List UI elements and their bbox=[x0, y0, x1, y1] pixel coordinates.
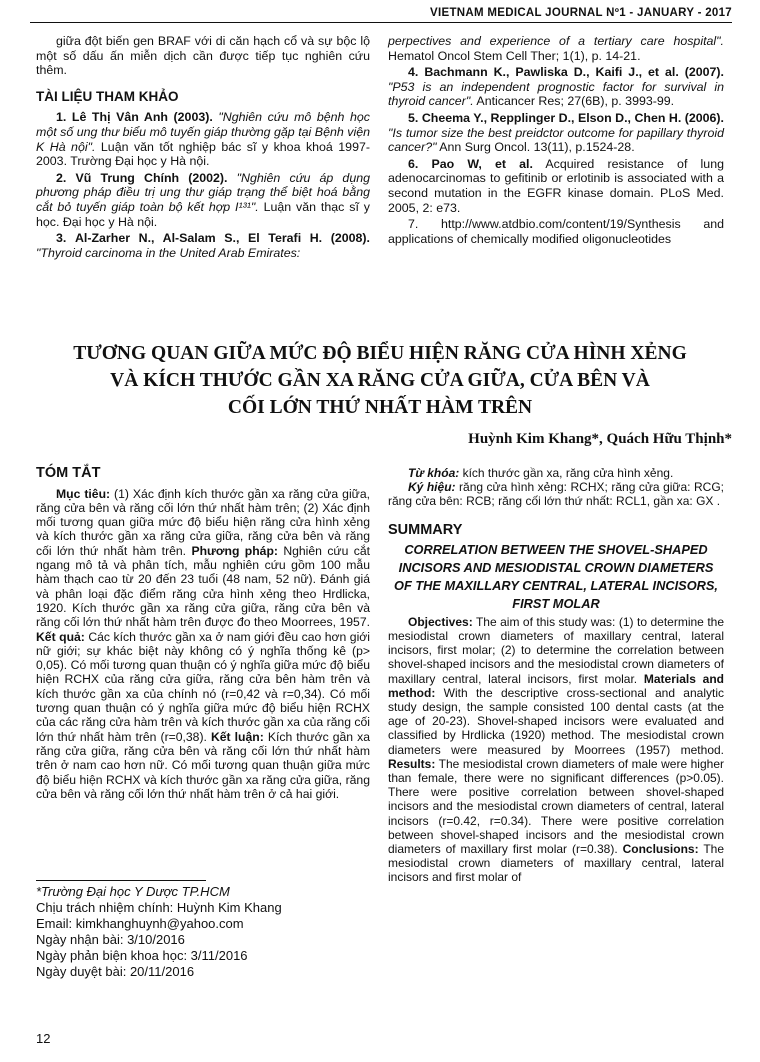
reference-continued bbox=[388, 34, 724, 63]
objective-label: Mục tiêu: bbox=[56, 486, 111, 501]
objectives-text: The aim of this study was: (1) to determine the mesiodistal crown diameters of maxillary central, lateral incisors, first molar; (2) to determine the correlation between shovel-shaped incisors and the mesiodistal crown diameters of maxillary central, lateral incisors, first molar. bbox=[388, 614, 724, 686]
objectives-label: Objectives: bbox=[408, 614, 473, 629]
ref-rest: http://www.atdbio.com/content/19/Synthesis and applications of chemically modified oligonucleotides bbox=[388, 217, 724, 246]
ref-title: "Nghiên cứu mô bệnh học một số ung thư biểu mô tuyến giáp thường gặp tại Bệnh viện K Hà nội". bbox=[36, 110, 370, 154]
ref-author: Al-Zarher N., Al-Salam S., El Terafi H. (2008). bbox=[74, 231, 370, 246]
reference-item bbox=[36, 171, 370, 229]
ref-num: 3. bbox=[56, 231, 67, 246]
reference-item bbox=[36, 231, 370, 260]
keywords-label: Từ khóa: bbox=[408, 466, 460, 480]
ref-author: Pao W, et al. bbox=[431, 156, 533, 171]
article-title-line: CỐI LỚN THỨ NHẤT HÀM TRÊN bbox=[227, 397, 533, 418]
ref-rest: Hematol Oncol Stem Cell Ther; 1(1), p. 14-21. bbox=[388, 48, 641, 63]
ref-rest: Acquired resistance of lung adenocarcinomas to gefitinib or erlotinib is associated with a second mutation in the EGFR kinase domain. PLoS Med. 2005, 2: e73. bbox=[388, 156, 724, 215]
ref-num: 7. bbox=[408, 217, 419, 232]
journal-header: VIETNAM MEDICAL JOURNAL Nº1 - JANUARY - 2017 bbox=[430, 7, 732, 19]
keywords-text: kích thước gần xa, răng cửa hình xẻng. bbox=[459, 466, 674, 480]
methods-text: With the descriptive cross-sectional and analytic study design, the sample consisted 100 dental casts (at the age of 20-23). Shovel-shaped incisors were evaluated and classified by Hrdlicka (1920) method. The mesiodistal crown diameters were measured by Moorrees (1957) method. bbox=[388, 685, 724, 757]
ref-author: Lê Thị Vân Anh (2003). bbox=[71, 110, 213, 125]
article-title-line: VÀ KÍCH THƯỚC GẦN XA RĂNG CỬA GIỮA, CỬA BÊN VÀ bbox=[110, 370, 650, 391]
summary-body bbox=[388, 615, 724, 885]
method-text: Nghiên cứu cắt ngang mô tả và phân tích, mẫu nghiên cứu gồm 100 mẫu hàm thạch cao từ 20 đến 23 tuổi (48 nam, 52 nữ). Đánh giá và phân loại đặc điểm răng cửa hình xẻng theo Hrdlicka, 1920. Kích thước gần xa răng cửa giữa, răng cửa bên và răng cối lớn thứ nhất hàm trên được đo theo Moorrees, 1957. bbox=[36, 543, 370, 630]
ref-title: "P53 is an independent prognostic factor for survival in thyroid cancer". bbox=[388, 79, 724, 109]
article-title bbox=[40, 340, 720, 421]
ref-title: perpectives and experience of a tertiary care hospital". bbox=[388, 34, 724, 48]
footnote-rule bbox=[36, 880, 206, 881]
reference-item bbox=[388, 111, 724, 155]
abstract-heading: TÓM TẮT bbox=[36, 465, 101, 481]
email: Email: kimkhanghuynh@yahoo.com bbox=[36, 916, 244, 931]
objective-text: (1) Xác định kích thước gần xa răng cửa giữa, răng cửa bên và răng cối lớn thứ nhất hàm trên; (2) Xác định mối tương quan giữa mức độ biểu hiện răng cửa hình xẻng và kích thước gần xa răng cửa giữa, răng cửa bên và răng cối lớn thứ nhất hàm trên. bbox=[36, 486, 370, 558]
top-left-column bbox=[36, 34, 370, 262]
summary-heading: SUMMARY bbox=[388, 521, 463, 538]
conclusion-text: Kích thước gần xa răng cửa giữa, răng cửa bên và răng cối lớn thứ nhất hàm trên ở nam cao hơn nữ. Có mối tương quan thuận giữa mức độ biểu hiện RCHX và kích thước gần xa răng cửa giữa, răng cửa bên và răng cối lớn thứ nhất hàm trên ở cả hai giới. bbox=[36, 729, 371, 801]
authors: Huỳnh Kim Khang*, Quách Hữu Thịnh* bbox=[468, 431, 732, 447]
ref-author: Bachmann K., Pawliska D., Kaifi J., et al. (2007). bbox=[424, 65, 724, 80]
conclusion-label: Kết luận: bbox=[210, 729, 264, 744]
ref-title: "Nghiên cứu áp dụng phương pháp điều trị ung thư giáp trạng thể biệt hoá bằng cắt bỏ tuyến giáp toàn bộ kết hợp I¹³¹". bbox=[36, 170, 370, 214]
abstract-right-column bbox=[388, 466, 724, 885]
ref-num: 6. bbox=[408, 156, 419, 171]
result-label: Kết quả: bbox=[36, 629, 85, 644]
keywords-line bbox=[388, 466, 724, 480]
ref-rest: Luận văn tốt nghiệp bác sĩ y khoa khoá 1997-2003. Trường Đại học y Hà nội. bbox=[36, 139, 370, 169]
reference-item bbox=[388, 65, 724, 109]
ref-author: Cheema Y., Repplinger D., Elson D., Chen H. (2006). bbox=[421, 110, 724, 125]
summary-title: CORRELATION BETWEEN THE SHOVEL-SHAPED INCISORS AND MESIODISTAL CROWN DIAMETERS OF THE MAXILLARY CENTRAL, LATERAL INCISORS, FIRST MOLAR bbox=[394, 541, 718, 611]
references-heading: TÀI LIỆU THAM KHẢO bbox=[36, 88, 179, 104]
ref-rest: Ann Surg Oncol. 13(11), p.1524-28. bbox=[436, 140, 635, 155]
ref-rest: Luận văn thạc sĩ y học. Đại học y Hà nội. bbox=[36, 199, 370, 229]
conclusions-label: Conclusions: bbox=[622, 842, 699, 857]
review-date: Ngày phản biện khoa học: 3/11/2016 bbox=[36, 948, 248, 963]
methods-label: Materials and method: bbox=[388, 671, 724, 700]
conclusions-text: The mesiodistal crown diameters of maxillary central, lateral incisors and first molar of bbox=[388, 842, 724, 885]
reference-item bbox=[388, 157, 724, 215]
abstract-body bbox=[36, 487, 370, 802]
continued-paragraph: giữa đột biến gen BRAF với di căn hạch cổ và sự bộc lộ một số dấu ấn miễn dịch cần được tiếp tục nghiên cứu thêm. bbox=[36, 34, 370, 78]
ref-num: 2. bbox=[56, 170, 67, 185]
ref-num: 5. bbox=[408, 110, 419, 125]
ref-num: 1. bbox=[56, 110, 67, 125]
symbols-text: răng cửa hình xẻng: RCHX; răng cửa giữa: RCG; răng cửa bên: RCB; răng cối lớn thứ nhất: RCL1, gần xa: GX . bbox=[388, 480, 724, 509]
accepted-date: Ngày duyệt bài: 20/11/2016 bbox=[36, 964, 195, 979]
symbols-line bbox=[388, 480, 724, 508]
method-label: Phương pháp: bbox=[191, 543, 278, 558]
results-text: The mesiodistal crown diameters of male were higher than female, there were no significant differences (p>0.05). There were positive correlation between shovel-shaped incisors and the mesiodistal crown diameters of central, lateral incisors (r=0.42, r=0.34). There were positive correlation between shovel-shaped incisors and the mesiodistal crown diameters of maxillary first molar (r=0.38). bbox=[388, 756, 724, 857]
ref-author: Vũ Trung Chính (2002). bbox=[75, 170, 228, 185]
abstract-left-column bbox=[36, 466, 370, 801]
ref-title: "Is tumor size the best preidctor outcome for papillary thyroid cancer?" bbox=[388, 125, 724, 155]
reference-item bbox=[36, 110, 370, 168]
top-right-column bbox=[388, 34, 724, 248]
page-number: 12 bbox=[36, 1031, 51, 1046]
result-text: Các kích thước gần xa ở nam giới đều cao hơn giới nữ giới; sự khác biệt này không có ý nghĩa thống kê (p> 0,05). Có mối tương quan thuận có ý nghĩa giữa mức độ biểu hiện RCHX của răng cửa giữa, răng cửa bên hàm trên và kích thước gần xa của chính nó (r=0,42 và r=0,34). Có mối tương quan thuận có ý nghĩa giữa mức độ biểu hiện RCHX của các răng cửa hàm trên và kích thước gần xa của răng cối lớn thứ nhất hàm trên (r=0,38). bbox=[36, 629, 370, 744]
results-label: Results: bbox=[388, 756, 436, 771]
footnote bbox=[36, 884, 370, 980]
ref-rest: Anticancer Res; 27(6B), p. 3993-99. bbox=[473, 94, 675, 109]
affiliation: *Trường Đại học Y Dược TP.HCM bbox=[36, 884, 230, 899]
received-date: Ngày nhận bài: 3/10/2016 bbox=[36, 932, 185, 947]
reference-item bbox=[388, 217, 724, 246]
ref-num: 4. bbox=[408, 65, 419, 80]
responsible-author: Chịu trách nhiệm chính: Huỳnh Kim Khang bbox=[36, 900, 282, 915]
article-title-line: TƯƠNG QUAN GIỮA MỨC ĐỘ BIỂU HIỆN RĂNG CỬA HÌNH XẺNG bbox=[73, 343, 687, 364]
header-rule bbox=[30, 22, 732, 23]
ref-title: "Thyroid carcinoma in the United Arab Emirates: bbox=[36, 245, 301, 260]
symbols-label: Ký hiệu: bbox=[408, 480, 456, 495]
